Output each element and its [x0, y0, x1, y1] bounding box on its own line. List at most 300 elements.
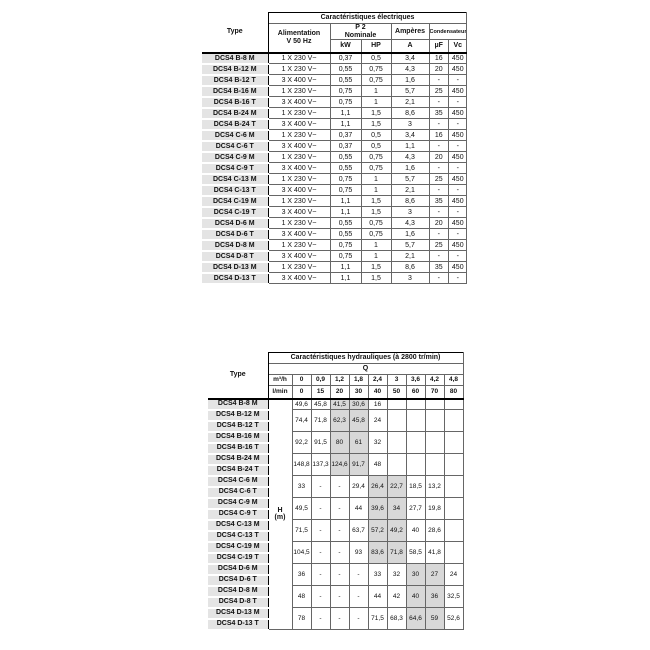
electrical-value-cell: 3 X 400 V~: [268, 207, 330, 218]
head-value-cell: 33: [292, 476, 311, 498]
electrical-value-cell: 1,1: [330, 108, 361, 119]
flow-lmin-value: 80: [444, 386, 463, 399]
head-value-cell: [444, 520, 463, 542]
pump-type-label: DCS4 C-19 M: [202, 196, 268, 207]
hydraulic-table-title: Caractéristiques hydrauliques (à 2800 tr/min): [268, 353, 463, 364]
head-value-cell: 63,7: [349, 520, 368, 542]
head-value-cell: 24: [444, 564, 463, 586]
hydraulic-table: [208, 352, 464, 631]
electrical-row: [202, 262, 467, 273]
pump-type-label: DCS4 C-13 M: [202, 174, 268, 185]
head-value-cell: 30: [406, 564, 425, 586]
electrical-value-cell: -: [449, 273, 467, 284]
electrical-value-cell: 2,1: [391, 185, 429, 196]
electrical-value-cell: -: [449, 229, 467, 240]
electrical-value-cell: 1,1: [330, 262, 361, 273]
pump-type-label: DCS4 C-6 T: [202, 141, 268, 152]
head-value-cell: 68,3: [387, 608, 406, 630]
electrical-value-cell: 0,55: [330, 64, 361, 75]
electrical-value-cell: 1 X 230 V~: [268, 53, 330, 64]
electrical-value-cell: -: [449, 75, 467, 86]
electrical-value-cell: 8,6: [391, 262, 429, 273]
type-column-header: Type: [202, 13, 268, 53]
electrical-value-cell: 0,37: [330, 53, 361, 64]
electrical-value-cell: 0,75: [361, 75, 391, 86]
electrical-value-cell: -: [449, 207, 467, 218]
head-value-cell: [444, 432, 463, 454]
pump-type-label: DCS4 C-13 T: [202, 185, 268, 196]
electrical-row: [202, 64, 467, 75]
electrical-value-cell: 35: [429, 262, 449, 273]
hydraulic-row: [208, 586, 463, 597]
electrical-value-cell: 0,75: [361, 152, 391, 163]
electrical-value-cell: 1,5: [361, 262, 391, 273]
hydraulic-row: [208, 608, 463, 619]
electrical-value-cell: -: [429, 251, 449, 262]
head-value-cell: 28,6: [425, 520, 444, 542]
head-value-cell: 40: [406, 586, 425, 608]
pump-type-label: DCS4 D-13 M: [202, 262, 268, 273]
electrical-value-cell: 450: [449, 262, 467, 273]
electrical-value-cell: 1,5: [361, 119, 391, 130]
pump-type-label: DCS4 C-19 T: [208, 553, 268, 564]
p2-label: P 2: [355, 24, 366, 31]
pump-type-label: DCS4 C-9 M: [202, 152, 268, 163]
electrical-value-cell: 20: [429, 152, 449, 163]
electrical-row: [202, 53, 467, 64]
head-value-cell: 59: [425, 608, 444, 630]
head-value-cell: 124,6: [330, 454, 349, 476]
head-value-cell: -: [311, 608, 330, 630]
electrical-value-cell: 3,4: [391, 130, 429, 141]
electrical-row: [202, 185, 467, 196]
pump-type-label: DCS4 C-6 M: [208, 476, 268, 487]
flow-lmin-value: 60: [406, 386, 425, 399]
head-value-cell: -: [311, 564, 330, 586]
electrical-row: [202, 97, 467, 108]
pump-type-label: DCS4 C-9 M: [208, 498, 268, 509]
pump-type-label: DCS4 B-8 M: [202, 53, 268, 64]
head-value-cell: 61: [349, 432, 368, 454]
electrical-value-cell: -: [429, 141, 449, 152]
head-value-cell: 13,2: [425, 476, 444, 498]
flow-m3h-value: 0: [292, 375, 311, 386]
hydraulic-row: [208, 520, 463, 531]
electrical-row: [202, 75, 467, 86]
electrical-value-cell: 1,5: [361, 108, 391, 119]
electrical-value-cell: 20: [429, 218, 449, 229]
electrical-value-cell: 3 X 400 V~: [268, 119, 330, 130]
electrical-value-cell: -: [429, 229, 449, 240]
head-value-cell: 71,5: [292, 520, 311, 542]
electrical-value-cell: 35: [429, 108, 449, 119]
head-value-cell: -: [330, 564, 349, 586]
electrical-value-cell: 0,75: [330, 97, 361, 108]
pump-type-label: DCS4 B-12 M: [208, 410, 268, 421]
head-value-cell: 32: [368, 432, 387, 454]
pump-type-label: DCS4 B-12 M: [202, 64, 268, 75]
flow-lmin-value: 20: [330, 386, 349, 399]
head-value-cell: [444, 410, 463, 432]
amperes-unit-header: A: [391, 40, 429, 53]
electrical-value-cell: 0,55: [330, 218, 361, 229]
electrical-row: [202, 229, 467, 240]
electrical-value-cell: 5,7: [391, 240, 429, 251]
electrical-value-cell: 3,4: [391, 53, 429, 64]
electrical-row: [202, 152, 467, 163]
electrical-value-cell: 1 X 230 V~: [268, 196, 330, 207]
hydraulic-row: [208, 399, 463, 410]
electrical-value-cell: 0,5: [361, 141, 391, 152]
head-value-cell: 44: [368, 586, 387, 608]
flow-symbol-label: Q: [268, 364, 463, 375]
electrical-value-cell: 2,1: [391, 251, 429, 262]
pump-type-label: DCS4 D-13 M: [208, 608, 268, 619]
electrical-value-cell: 1 X 230 V~: [268, 130, 330, 141]
head-value-cell: 19,8: [425, 498, 444, 520]
pump-type-label: DCS4 B-12 T: [202, 75, 268, 86]
electrical-value-cell: 1: [361, 174, 391, 185]
head-value-cell: 27,7: [406, 498, 425, 520]
head-value-cell: 49,2: [387, 520, 406, 542]
hydraulic-row: [208, 454, 463, 465]
head-value-cell: [444, 454, 463, 476]
pump-type-label: DCS4 C-19 M: [208, 542, 268, 553]
electrical-value-cell: -: [429, 75, 449, 86]
electrical-value-cell: 8,6: [391, 108, 429, 119]
pump-type-label: DCS4 D-6 M: [208, 564, 268, 575]
pump-type-label: DCS4 D-8 T: [202, 251, 268, 262]
electrical-value-cell: 16: [429, 130, 449, 141]
electrical-value-cell: 0,75: [330, 185, 361, 196]
head-value-cell: 32,5: [444, 586, 463, 608]
hydraulic-row: [208, 476, 463, 487]
electrical-value-cell: 1,6: [391, 229, 429, 240]
head-value-cell: 137,3: [311, 454, 330, 476]
electrical-row: [202, 273, 467, 284]
head-value-cell: [406, 432, 425, 454]
flow-lmin-value: 40: [368, 386, 387, 399]
head-value-cell: 93: [349, 542, 368, 564]
electrical-row: [202, 251, 467, 262]
head-value-cell: -: [330, 608, 349, 630]
head-unit-label: H (m): [268, 399, 292, 630]
flow-m3h-value: 0,9: [311, 375, 330, 386]
head-value-cell: [387, 432, 406, 454]
electrical-value-cell: 1 X 230 V~: [268, 108, 330, 119]
head-value-cell: [387, 399, 406, 410]
hydraulic-title-row: [208, 353, 463, 364]
head-value-cell: [406, 399, 425, 410]
flow-lmin-value: 30: [349, 386, 368, 399]
head-value-cell: 24: [368, 410, 387, 432]
electrical-value-cell: 450: [449, 196, 467, 207]
pump-type-label: DCS4 D-8 T: [208, 597, 268, 608]
head-value-cell: 74,4: [292, 410, 311, 432]
alimentation-label: Alimentation: [277, 30, 321, 38]
electrical-row: [202, 86, 467, 97]
pump-type-label: DCS4 B-16 T: [202, 97, 268, 108]
electrical-value-cell: 3 X 400 V~: [268, 229, 330, 240]
electrical-row: [202, 240, 467, 251]
head-value-cell: 80: [330, 432, 349, 454]
head-value-cell: -: [330, 542, 349, 564]
head-value-cell: [425, 399, 444, 410]
head-value-cell: [444, 476, 463, 498]
electrical-value-cell: 0,75: [330, 86, 361, 97]
head-value-cell: 36: [425, 586, 444, 608]
vc-header: Vc: [449, 40, 467, 53]
head-value-cell: [425, 432, 444, 454]
head-value-cell: -: [311, 476, 330, 498]
head-value-cell: 34: [387, 498, 406, 520]
pump-type-label: DCS4 C-6 M: [202, 130, 268, 141]
electrical-value-cell: 3: [391, 273, 429, 284]
electrical-value-cell: 0,55: [330, 163, 361, 174]
electrical-value-cell: 450: [449, 130, 467, 141]
head-value-cell: 49,6: [292, 399, 311, 410]
flow-lmin-value: 0: [292, 386, 311, 399]
head-value-cell: 91,5: [311, 432, 330, 454]
head-value-cell: [406, 410, 425, 432]
electrical-value-cell: 450: [449, 108, 467, 119]
electrical-value-cell: 0,75: [361, 64, 391, 75]
electrical-value-cell: -: [449, 141, 467, 152]
head-value-cell: -: [311, 498, 330, 520]
flow-m3h-value: 4,8: [444, 375, 463, 386]
electrical-value-cell: 1 X 230 V~: [268, 86, 330, 97]
head-value-cell: 45,8: [349, 410, 368, 432]
electrical-value-cell: 3 X 400 V~: [268, 75, 330, 86]
electrical-row: [202, 196, 467, 207]
hydraulic-row: [208, 564, 463, 575]
amperes-header: Ampères: [391, 24, 429, 40]
electrical-value-cell: 0,55: [330, 229, 361, 240]
head-value-cell: 39,6: [368, 498, 387, 520]
hydraulic-row: [208, 432, 463, 443]
head-value-cell: -: [311, 586, 330, 608]
pump-type-label: DCS4 D-8 M: [208, 586, 268, 597]
electrical-value-cell: -: [429, 273, 449, 284]
electrical-row: [202, 163, 467, 174]
electrical-value-cell: 0,55: [330, 152, 361, 163]
electrical-value-cell: 450: [449, 218, 467, 229]
electrical-value-cell: 25: [429, 240, 449, 251]
head-value-cell: -: [349, 608, 368, 630]
electrical-row: [202, 218, 467, 229]
electrical-value-cell: 1: [361, 97, 391, 108]
p2-nominale-header: [330, 24, 391, 40]
head-value-cell: 48: [368, 454, 387, 476]
electrical-row: [202, 174, 467, 185]
head-value-cell: -: [330, 586, 349, 608]
electrical-value-cell: 1,1: [330, 273, 361, 284]
flow-lmin-value: 50: [387, 386, 406, 399]
electrical-value-cell: 4,3: [391, 152, 429, 163]
electrical-value-cell: 25: [429, 86, 449, 97]
electrical-value-cell: 3 X 400 V~: [268, 163, 330, 174]
electrical-value-cell: 1: [361, 185, 391, 196]
electrical-value-cell: 4,3: [391, 218, 429, 229]
electrical-value-cell: 0,5: [361, 130, 391, 141]
flow-m3h-value: 1,8: [349, 375, 368, 386]
electrical-value-cell: 4,3: [391, 64, 429, 75]
electrical-value-cell: 1 X 230 V~: [268, 64, 330, 75]
head-value-cell: -: [349, 564, 368, 586]
electrical-value-cell: 450: [449, 86, 467, 97]
head-value-cell: 71,8: [311, 410, 330, 432]
electrical-value-cell: 3: [391, 119, 429, 130]
flow-lmin-value: 15: [311, 386, 330, 399]
hp-header: HP: [361, 40, 391, 53]
head-value-cell: 48: [292, 586, 311, 608]
electrical-value-cell: 3 X 400 V~: [268, 97, 330, 108]
head-value-cell: 52,6: [444, 608, 463, 630]
head-value-cell: 45,8: [311, 399, 330, 410]
kw-header: kW: [330, 40, 361, 53]
electrical-row: [202, 108, 467, 119]
electrical-value-cell: 0,75: [361, 229, 391, 240]
head-value-cell: [444, 399, 463, 410]
pump-type-label: DCS4 C-13 M: [208, 520, 268, 531]
flow-m3h-value: 4,2: [425, 375, 444, 386]
electrical-row: [202, 130, 467, 141]
electrical-table-title: Caractéristiques électriques: [268, 13, 467, 24]
pump-type-label: DCS4 C-13 T: [208, 531, 268, 542]
head-value-cell: 30,6: [349, 399, 368, 410]
electrical-value-cell: -: [449, 97, 467, 108]
pump-type-label: DCS4 B-24 M: [208, 454, 268, 465]
electrical-value-cell: 8,6: [391, 196, 429, 207]
head-value-cell: [425, 454, 444, 476]
electrical-value-cell: 1: [361, 240, 391, 251]
flow-m3h-value: 3: [387, 375, 406, 386]
nominale-label: Nominale: [344, 31, 377, 39]
electrical-value-cell: 16: [429, 53, 449, 64]
electrical-value-cell: 1 X 230 V~: [268, 174, 330, 185]
electrical-value-cell: 1,5: [361, 196, 391, 207]
electrical-value-cell: 3 X 400 V~: [268, 141, 330, 152]
head-value-cell: 44: [349, 498, 368, 520]
electrical-value-cell: -: [449, 119, 467, 130]
electrical-value-cell: 5,7: [391, 174, 429, 185]
electrical-value-cell: 3 X 400 V~: [268, 273, 330, 284]
head-value-cell: 78: [292, 608, 311, 630]
head-value-cell: 27: [425, 564, 444, 586]
hydraulic-row: [208, 542, 463, 553]
electrical-value-cell: 35: [429, 196, 449, 207]
head-value-cell: 42: [387, 586, 406, 608]
electrical-value-cell: 1,5: [361, 207, 391, 218]
electrical-title-row: [202, 13, 467, 24]
electrical-value-cell: 0,55: [330, 75, 361, 86]
electrical-value-cell: 1,6: [391, 75, 429, 86]
electrical-value-cell: 1,1: [391, 141, 429, 152]
uf-header: µF: [429, 40, 449, 53]
pump-type-label: DCS4 B-16 M: [208, 432, 268, 443]
electrical-value-cell: -: [429, 163, 449, 174]
hydraulic-row: [208, 498, 463, 509]
electrical-value-cell: 1 X 230 V~: [268, 262, 330, 273]
head-value-cell: 71,5: [368, 608, 387, 630]
pump-type-label: DCS4 B-24 M: [202, 108, 268, 119]
pump-type-label: DCS4 D-6 T: [202, 229, 268, 240]
electrical-value-cell: 25: [429, 174, 449, 185]
electrical-value-cell: 5,7: [391, 86, 429, 97]
electrical-value-cell: -: [429, 119, 449, 130]
type-column-header: Type: [208, 353, 268, 399]
head-value-cell: -: [330, 520, 349, 542]
head-value-cell: -: [311, 542, 330, 564]
electrical-value-cell: 0,37: [330, 130, 361, 141]
head-value-cell: 18,5: [406, 476, 425, 498]
electrical-value-cell: -: [449, 251, 467, 262]
head-value-cell: 49,5: [292, 498, 311, 520]
head-value-cell: [387, 454, 406, 476]
pump-type-label: DCS4 C-19 T: [202, 207, 268, 218]
pump-type-label: DCS4 D-6 M: [202, 218, 268, 229]
electrical-value-cell: 450: [449, 53, 467, 64]
pump-type-label: DCS4 B-24 T: [208, 465, 268, 476]
head-value-cell: 22,7: [387, 476, 406, 498]
head-value-cell: [444, 498, 463, 520]
electrical-value-cell: -: [449, 163, 467, 174]
head-value-cell: 71,8: [387, 542, 406, 564]
electrical-value-cell: 3 X 400 V~: [268, 185, 330, 196]
electrical-value-cell: 450: [449, 64, 467, 75]
electrical-value-cell: 1 X 230 V~: [268, 152, 330, 163]
electrical-value-cell: 1,1: [330, 196, 361, 207]
head-value-cell: 33: [368, 564, 387, 586]
head-value-cell: -: [330, 498, 349, 520]
pump-type-label: DCS4 D-13 T: [208, 619, 268, 630]
electrical-value-cell: 1,1: [330, 119, 361, 130]
pump-type-label: DCS4 C-9 T: [202, 163, 268, 174]
condensateur-header: Condensateur: [429, 24, 467, 40]
head-value-cell: 92,2: [292, 432, 311, 454]
electrical-value-cell: 0,5: [361, 53, 391, 64]
flow-m3h-value: 3,6: [406, 375, 425, 386]
head-value-cell: 26,4: [368, 476, 387, 498]
flow-lmin-value: 70: [425, 386, 444, 399]
head-value-cell: -: [349, 586, 368, 608]
pump-type-label: DCS4 B-16 M: [202, 86, 268, 97]
head-value-cell: [387, 410, 406, 432]
pump-type-label: DCS4 C-9 T: [208, 509, 268, 520]
head-value-cell: -: [311, 520, 330, 542]
hydraulic-row: [208, 410, 463, 421]
electrical-value-cell: 1,6: [391, 163, 429, 174]
flow-m3h-value: 1,2: [330, 375, 349, 386]
electrical-value-cell: 1 X 230 V~: [268, 240, 330, 251]
electrical-value-cell: -: [449, 185, 467, 196]
electrical-value-cell: 1 X 230 V~: [268, 218, 330, 229]
alimentation-unit: V 50 Hz: [286, 37, 312, 45]
head-value-cell: 104,5: [292, 542, 311, 564]
flow-m3h-value: 2,4: [368, 375, 387, 386]
head-value-cell: 148,8: [292, 454, 311, 476]
electrical-row: [202, 141, 467, 152]
electrical-value-cell: 0,75: [361, 163, 391, 174]
lmin-unit-label: l/min: [268, 386, 292, 399]
head-value-cell: 62,3: [330, 410, 349, 432]
pump-type-label: DCS4 B-12 T: [208, 421, 268, 432]
pump-type-label: DCS4 B-16 T: [208, 443, 268, 454]
electrical-value-cell: 450: [449, 174, 467, 185]
electrical-row: [202, 207, 467, 218]
head-value-cell: 41,5: [330, 399, 349, 410]
electrical-value-cell: 1,5: [361, 273, 391, 284]
